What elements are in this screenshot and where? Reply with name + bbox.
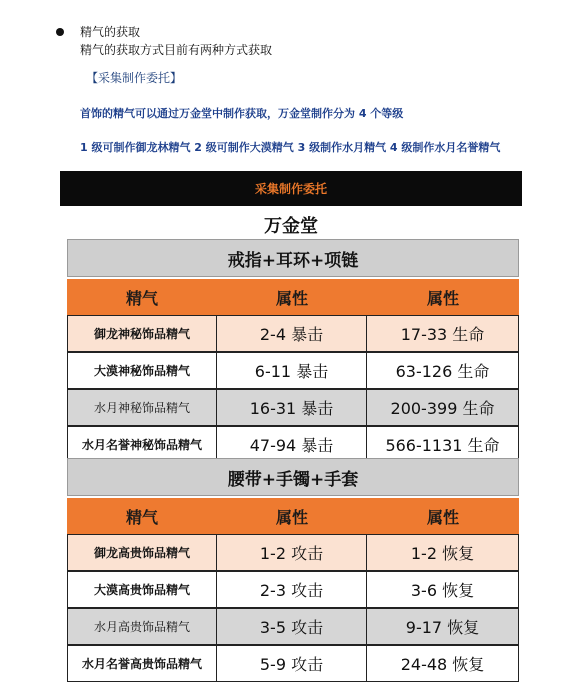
attribute-value: 3-6 恢复 bbox=[367, 571, 519, 608]
table-row bbox=[67, 608, 519, 645]
essence-table-accessories bbox=[67, 458, 519, 682]
method-tag: 【采集制作委托】 bbox=[86, 71, 183, 85]
note-crafting-levels: 首饰的精气可以通过万金堂中制作获取，万金堂制作分为 4 个等级 bbox=[80, 107, 404, 120]
bullet-title: 精气的获取 bbox=[80, 25, 141, 39]
essence-table-jewelry bbox=[67, 239, 519, 463]
table-column-headers bbox=[67, 498, 519, 534]
essence-name: 御龙高贵饰品精气 bbox=[67, 534, 217, 571]
attribute-value: 1-2 攻击 bbox=[217, 534, 367, 571]
attribute-value: 9-17 恢复 bbox=[367, 608, 519, 645]
attribute-value: 17-33 生命 bbox=[367, 315, 519, 352]
note-level-details: 1 级可制作御龙林精气 2 级可制作大漠精气 3 级制作水月精气 4 级制作水月名誉精气 bbox=[80, 141, 501, 154]
column-header-attr2: 属性 bbox=[426, 507, 459, 527]
attribute-value: 24-48 恢复 bbox=[367, 645, 519, 682]
bullet-dot-icon bbox=[56, 28, 64, 36]
attribute-value: 3-5 攻击 bbox=[217, 608, 367, 645]
essence-name: 大漠神秘饰品精气 bbox=[67, 352, 217, 389]
table-row bbox=[67, 352, 519, 389]
attribute-value: 2-3 攻击 bbox=[217, 571, 367, 608]
store-title: 万金堂 bbox=[264, 216, 318, 237]
attribute-value: 6-11 暴击 bbox=[217, 352, 367, 389]
attribute-value: 200-399 生命 bbox=[367, 389, 519, 426]
column-header-essence: 精气 bbox=[125, 288, 158, 308]
table-group-header: 戒指+耳环+项链 bbox=[67, 239, 519, 277]
bullet-heading bbox=[56, 23, 140, 40]
table-row bbox=[67, 315, 519, 352]
essence-name: 水月名誉神秘饰品精气 bbox=[67, 426, 217, 463]
description-text: 精气的获取方式目前有两种方式获取 bbox=[80, 43, 273, 57]
attribute-value: 566-1131 生命 bbox=[367, 426, 519, 463]
attribute-value: 5-9 攻击 bbox=[217, 645, 367, 682]
attribute-value: 47-94 暴击 bbox=[217, 426, 367, 463]
column-header-essence: 精气 bbox=[125, 507, 158, 527]
column-header-attr2: 属性 bbox=[426, 288, 459, 308]
table-group-header: 腰带+手镯+手套 bbox=[67, 458, 519, 496]
essence-name: 御龙神秘饰品精气 bbox=[67, 315, 217, 352]
essence-name: 大漠高贵饰品精气 bbox=[67, 571, 217, 608]
table-column-headers bbox=[67, 279, 519, 315]
table-row bbox=[67, 571, 519, 608]
column-header-attr1: 属性 bbox=[275, 288, 308, 308]
attribute-value: 2-4 暴击 bbox=[217, 315, 367, 352]
attribute-value: 63-126 生命 bbox=[367, 352, 519, 389]
section-banner: 采集制作委托 bbox=[60, 171, 522, 206]
table-row bbox=[67, 645, 519, 682]
attribute-value: 1-2 恢复 bbox=[367, 534, 519, 571]
essence-name: 水月名誉高贵饰品精气 bbox=[67, 645, 217, 682]
attribute-value: 16-31 暴击 bbox=[217, 389, 367, 426]
table-row bbox=[67, 534, 519, 571]
column-header-attr1: 属性 bbox=[275, 507, 308, 527]
table-row bbox=[67, 389, 519, 426]
essence-name: 水月神秘饰品精气 bbox=[67, 389, 217, 426]
essence-name: 水月高贵饰品精气 bbox=[67, 608, 217, 645]
